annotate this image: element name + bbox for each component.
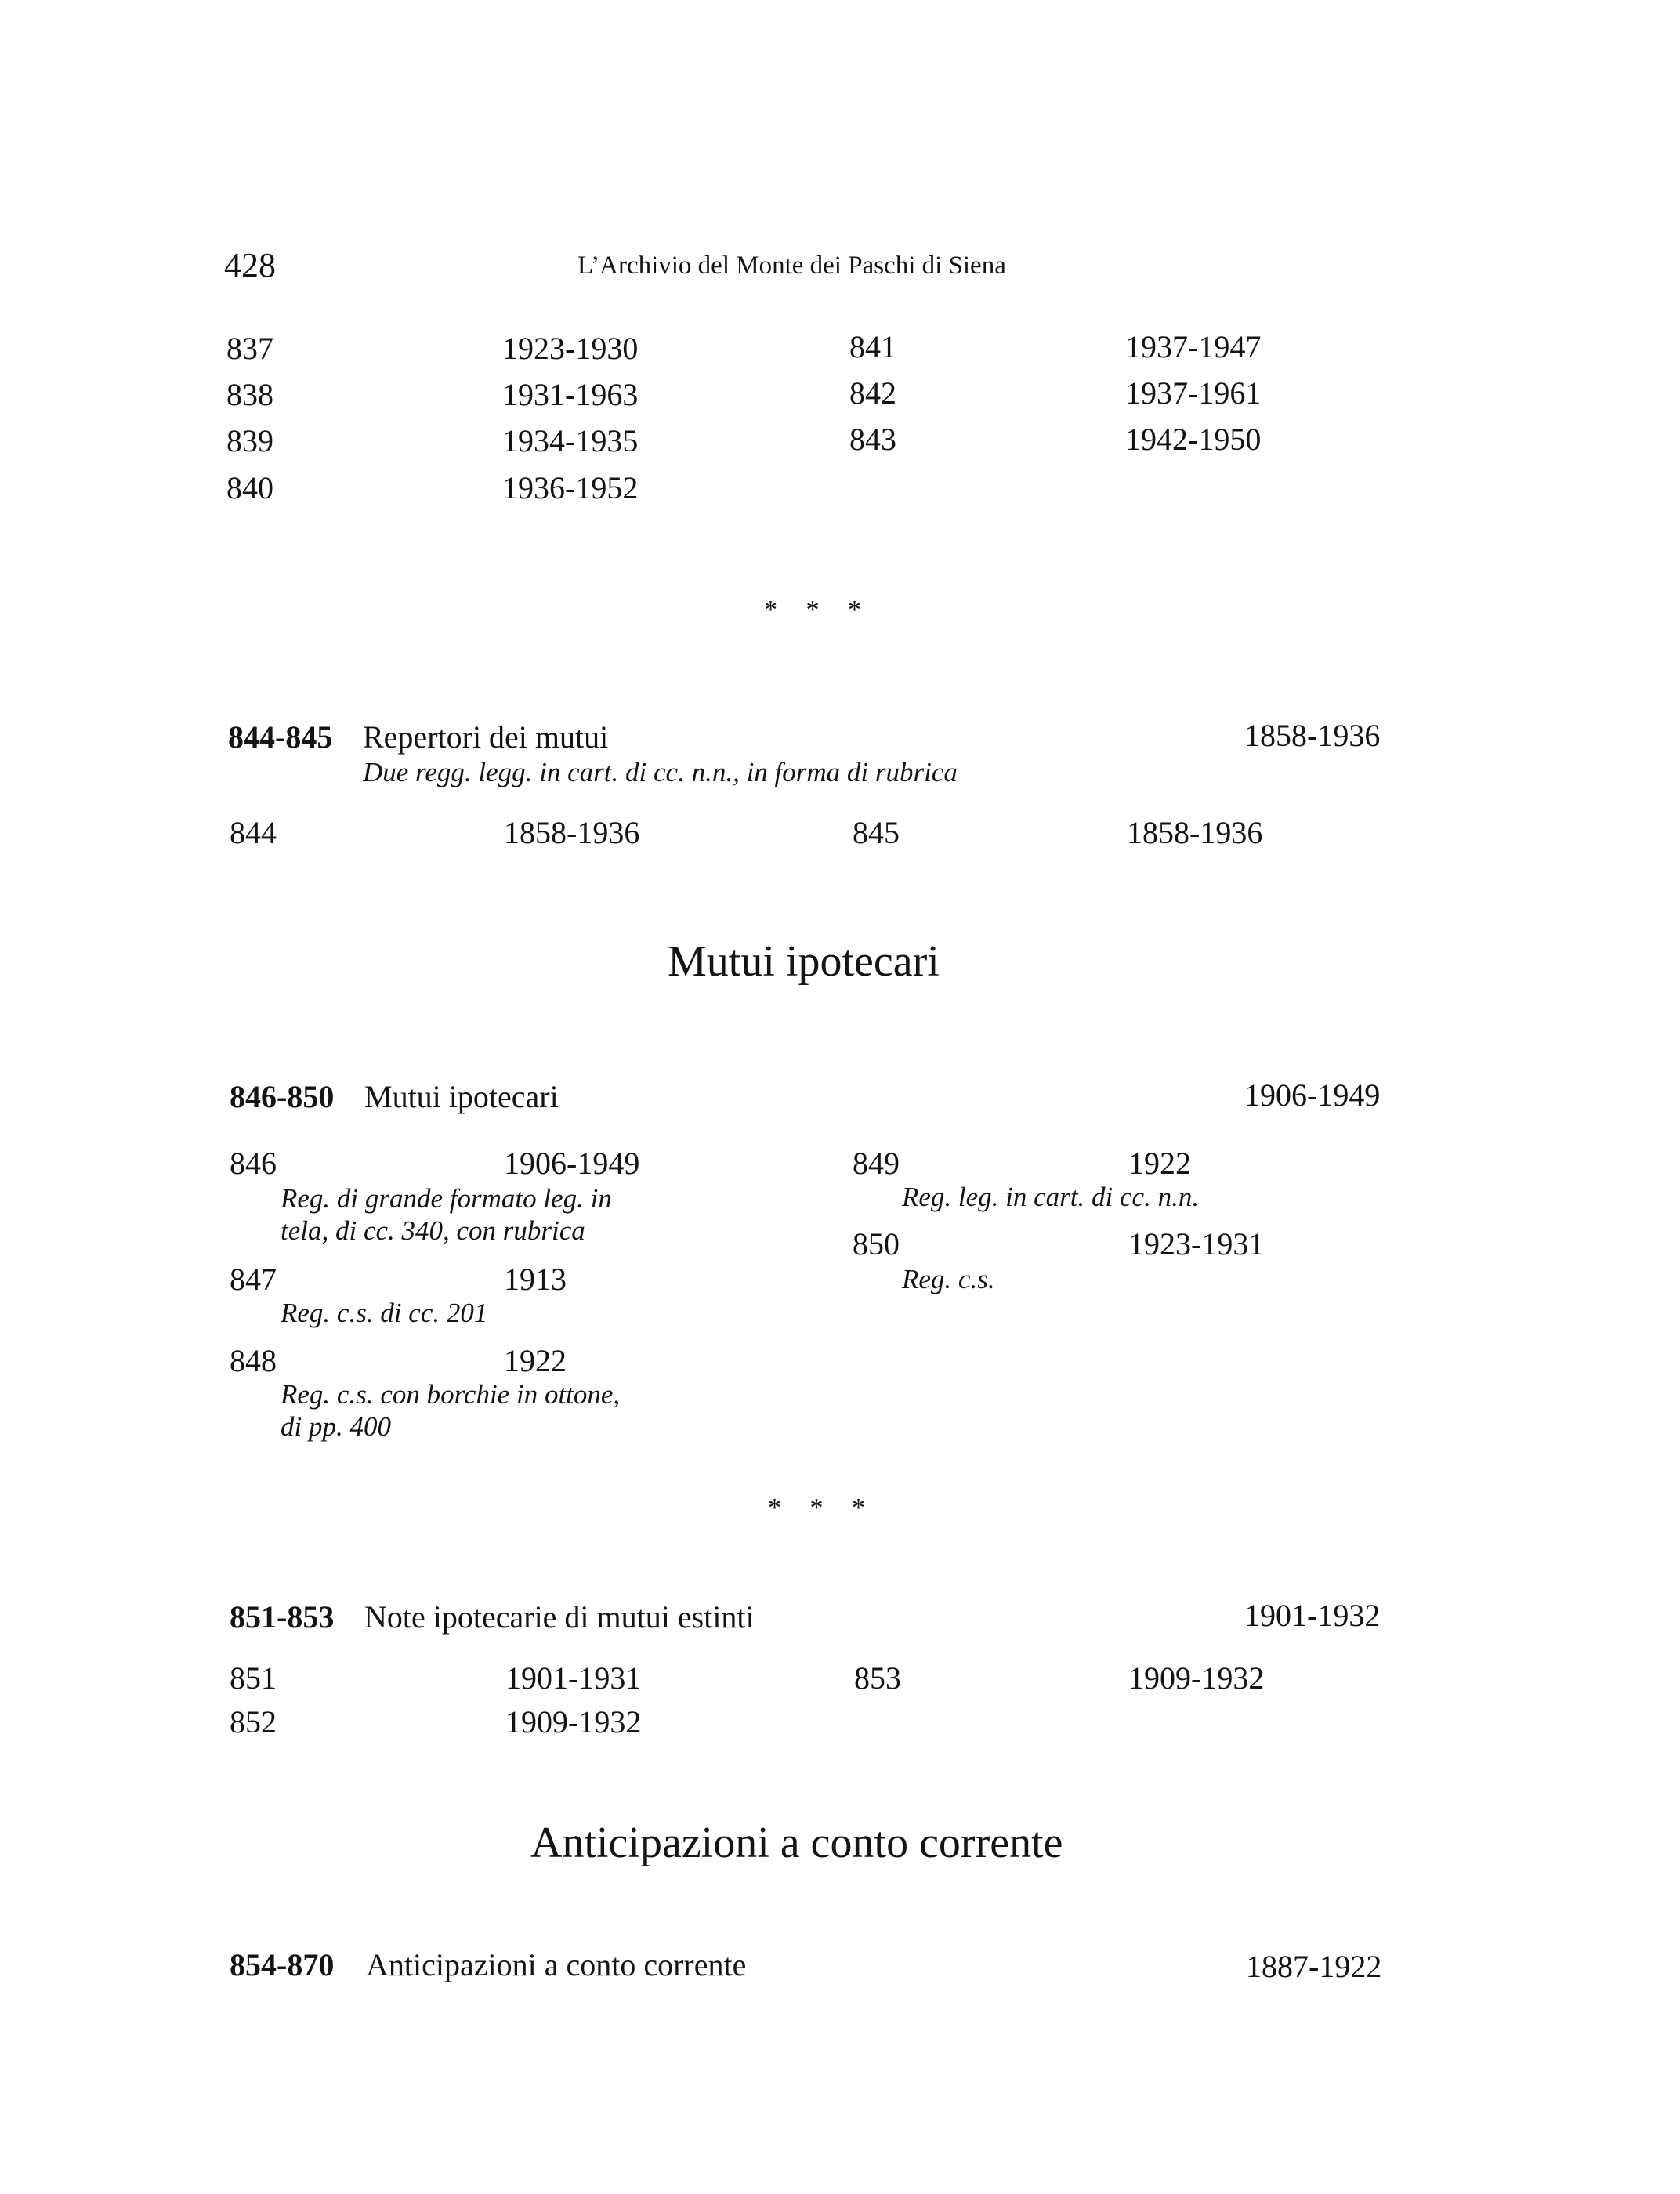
item-number: 842 [849,375,896,411]
item-number: 845 [853,815,900,850]
item-number: 850 [853,1226,900,1262]
item-description: Reg. c.s. con borchie in ottone, [281,1379,621,1410]
item-description: di pp. 400 [281,1411,391,1442]
section-heading: Anticipazioni a conto corrente [530,1819,1063,1867]
separator-asterisks: * * * [768,1493,876,1522]
entry-years: 1887-1922 [1246,1949,1382,1984]
item-description: Reg. leg. in cart. di cc. n.n. [902,1182,1200,1212]
item-number: 839 [226,423,273,458]
item-years: 1909-1932 [1128,1660,1265,1696]
entry-years: 1858-1936 [1244,718,1381,753]
item-number: 841 [849,329,896,364]
item-number: 844 [230,815,277,850]
item-number: 851 [230,1660,277,1696]
item-number: 838 [226,377,273,412]
entry-range: 854-870 [230,1947,335,1982]
running-title: L’Archivio del Monte dei Paschi di Siena [578,252,1006,280]
section-heading: Mutui ipotecari [668,937,940,986]
item-years: 1937-1961 [1125,375,1262,411]
item-number: 840 [226,470,273,505]
item-description: Reg. di grande formato leg. in [281,1183,612,1214]
item-number: 846 [230,1146,277,1181]
item-number: 852 [230,1704,277,1740]
entry-years: 1906-1949 [1244,1077,1381,1113]
item-number: 837 [226,331,273,366]
entry-description: Due regg. legg. in cart. di cc. n.n., in forma di rubrica [363,757,958,787]
item-years: 1937-1947 [1125,329,1262,364]
item-number: 849 [853,1146,900,1181]
item-years: 1922 [1128,1146,1191,1181]
item-years: 1858-1936 [504,815,640,850]
item-years: 1923-1930 [502,331,639,366]
item-number: 853 [854,1660,901,1696]
item-years: 1931-1963 [502,377,639,412]
item-years: 1942-1950 [1125,422,1262,457]
item-years: 1922 [504,1343,567,1378]
entry-title: Repertori dei mutui [363,719,609,755]
separator-asterisks: * * * [764,596,872,625]
item-description: Reg. c.s. di cc. 201 [281,1298,488,1328]
item-description: Reg. c.s. [902,1264,995,1294]
item-years: 1913 [504,1262,567,1297]
item-years: 1901-1931 [505,1660,642,1696]
item-years: 1858-1936 [1127,815,1263,850]
item-years: 1909-1932 [505,1704,642,1740]
item-number: 843 [849,422,896,457]
entry-years: 1901-1932 [1244,1598,1381,1633]
entry-title: Anticipazioni a conto corrente [366,1947,747,1982]
item-description: tela, di cc. 340, con rubrica [281,1215,585,1246]
entry-range: 844-845 [228,719,333,755]
item-years: 1934-1935 [502,423,639,458]
item-number: 847 [230,1262,277,1297]
entry-title: Note ipotecarie di mutui estinti [364,1599,755,1635]
item-number: 848 [230,1343,277,1378]
page-number: 428 [224,246,276,284]
item-years: 1936-1952 [502,470,639,505]
entry-range: 851-853 [230,1599,335,1635]
item-years: 1923-1931 [1128,1226,1265,1262]
item-years: 1906-1949 [504,1146,640,1181]
entry-title: Mutui ipotecari [364,1079,559,1114]
entry-range: 846-850 [230,1079,335,1114]
